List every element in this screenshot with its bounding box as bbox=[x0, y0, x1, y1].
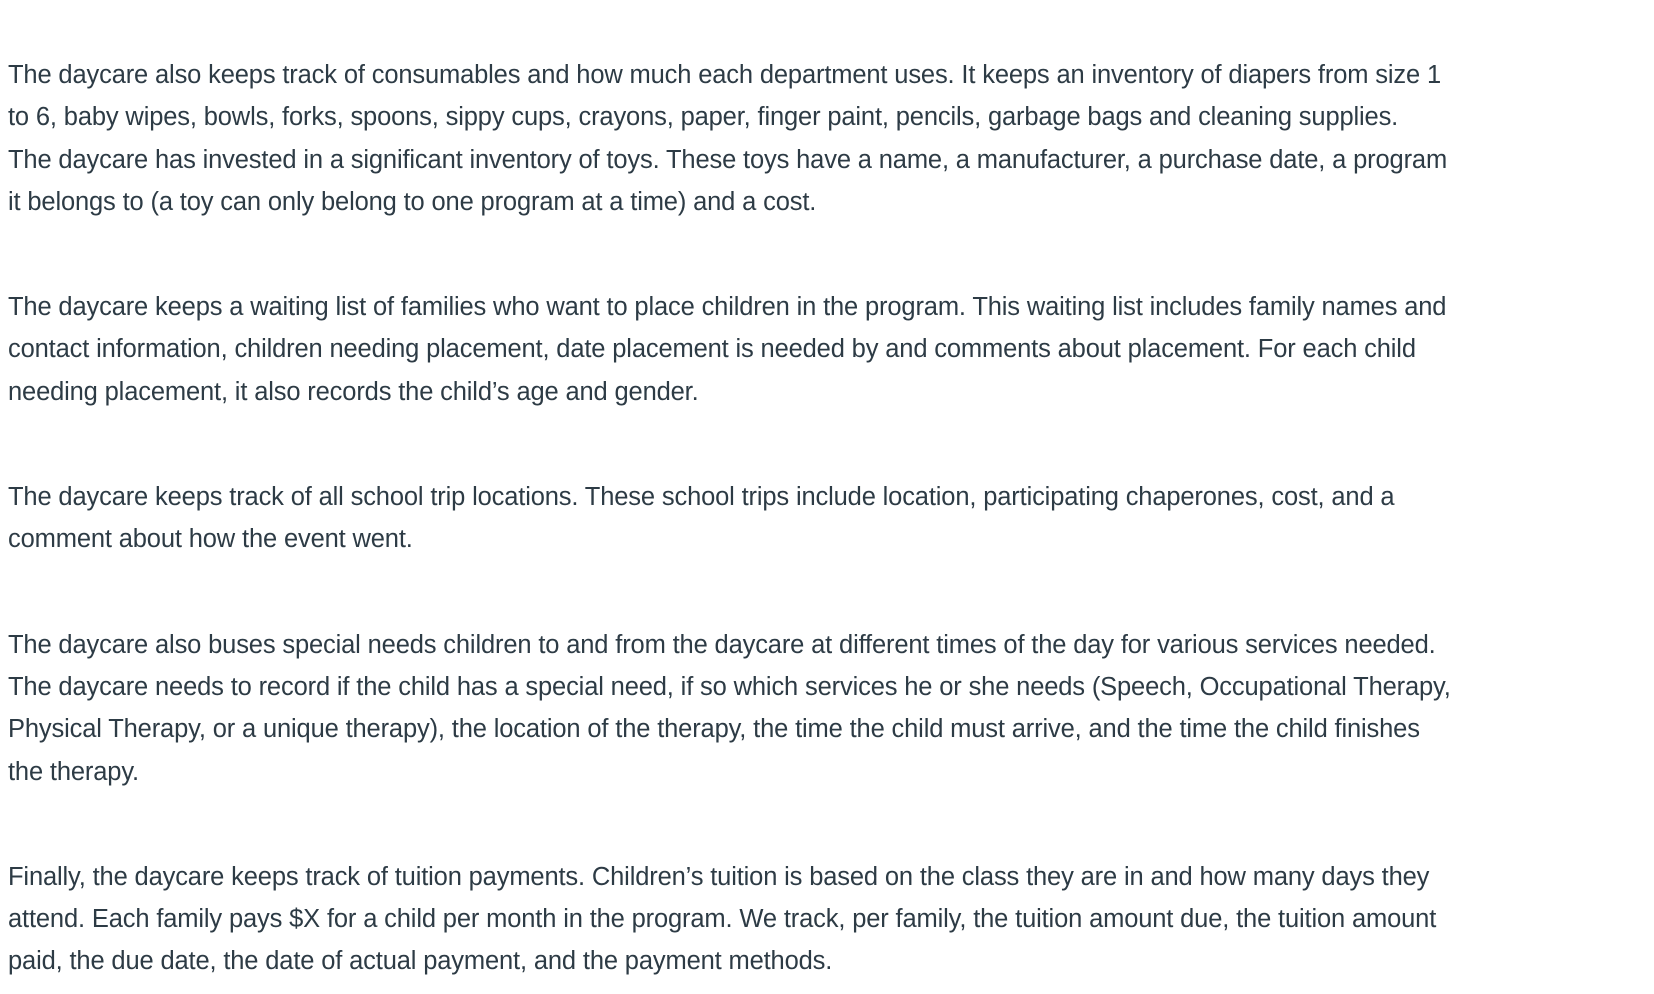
paragraph-school-trips bbox=[8, 476, 1624, 561]
text-line: attend. Each family pays $X for a child per month in the program. We track, per family, the tuition amount due, the tuition amount bbox=[8, 905, 1437, 934]
text-line: comment about how the event went. bbox=[8, 525, 413, 554]
text-line: The daycare also keeps track of consumables and how much each department uses. It keeps an inventory of diapers from size 1 bbox=[8, 61, 1441, 89]
text-line: Physical Therapy, or a unique therapy), the location of the therapy, the time the child must arrive, and the time the child finishes bbox=[8, 715, 1420, 744]
text-line: contact information, children needing placement, date placement is needed by and comments about placement. For each child bbox=[8, 335, 1416, 364]
text-line: The daycare keeps a waiting list of families who want to place children in the program. This waiting list includes family names and bbox=[8, 293, 1447, 322]
text-line: The daycare needs to record if the child has a special need, if so which services he or she needs (Speech, Occupational Therapy, bbox=[8, 672, 1451, 701]
paragraph-special-needs-bussing bbox=[8, 624, 1624, 793]
text-line: to 6, baby wipes, bowls, forks, spoons, sippy cups, crayons, paper, finger paint, pencils, garbage bags and cleaning supplies. bbox=[8, 103, 1399, 132]
text-line: the therapy. bbox=[8, 757, 139, 786]
text-line: needing placement, it also records the child’s age and gender. bbox=[8, 377, 699, 406]
text-line: The daycare also buses special needs children to and from the daycare at different times of the day for various services needed. bbox=[8, 630, 1436, 659]
text-line: it belongs to (a toy can only belong to one program at a time) and a cost. bbox=[8, 187, 817, 216]
text-line: The daycare has invested in a significant inventory of toys. These toys have a name, a manufacturer, a purchase date, a program bbox=[8, 145, 1448, 174]
paragraph-waiting-list bbox=[8, 286, 1624, 413]
paragraph-consumables-and-toys bbox=[8, 54, 1624, 223]
text-line: Finally, the daycare keeps track of tuition payments. Children’s tuition is based on the class they are in and how many days they bbox=[8, 862, 1430, 891]
paragraph-tuition-payments bbox=[8, 856, 1624, 983]
text-line: The daycare keeps track of all school trip locations. These school trips include location, participating chaperones, cost, and a bbox=[8, 483, 1395, 512]
document-body bbox=[8, 54, 1624, 983]
text-line: paid, the due date, the date of actual payment, and the payment methods. bbox=[8, 947, 833, 976]
